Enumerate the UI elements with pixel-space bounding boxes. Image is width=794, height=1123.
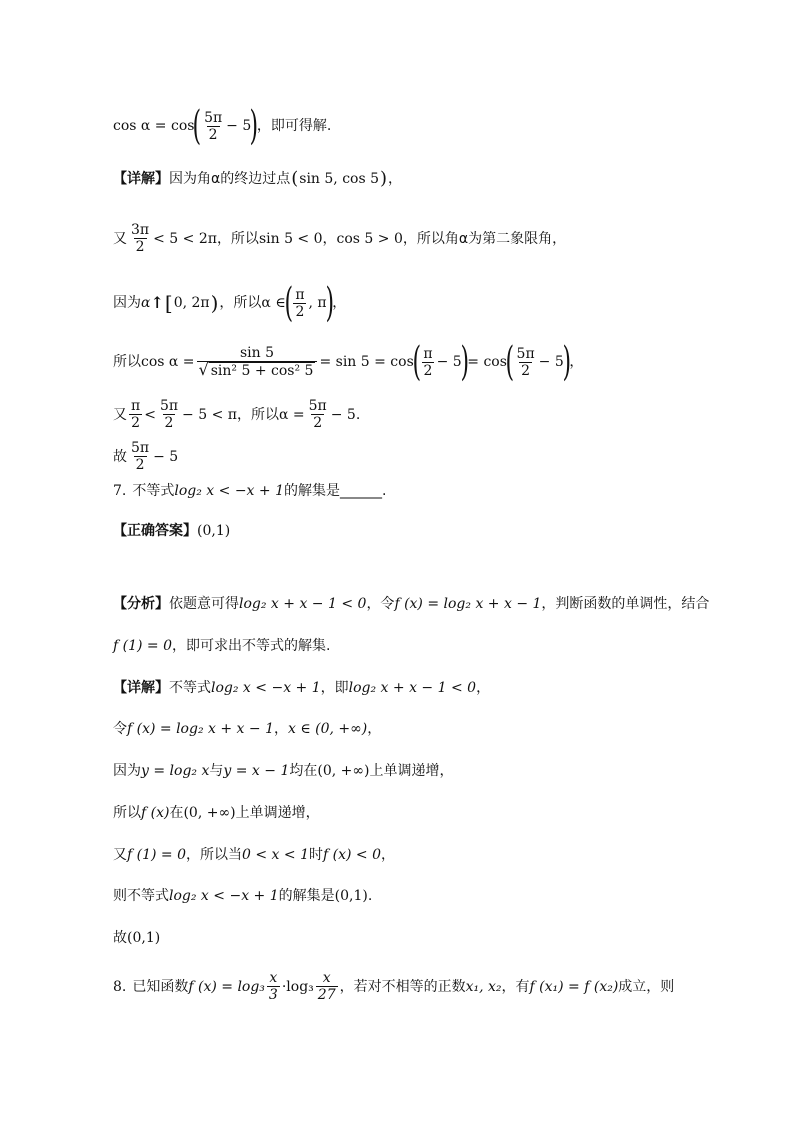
fraction-denominator: 2 <box>313 415 323 431</box>
math-m1: f (x) <box>141 805 170 821</box>
math-interval: 0, 2π <box>173 295 210 311</box>
solution-line-7 <box>113 440 178 473</box>
correct-answer-line <box>113 522 230 540</box>
text-t1: 令 <box>113 721 127 737</box>
text-period: . <box>367 888 373 904</box>
math-sin5: sin 5 < 0 <box>258 230 323 247</box>
math-m1: f (1) = 0 <box>127 847 187 863</box>
math-m3: f (x) < 0 <box>323 847 381 863</box>
math-mid: − 5 < π <box>182 406 237 423</box>
fraction-numerator: sin 5 <box>239 345 275 361</box>
solution-line-5 <box>113 339 584 385</box>
solution-line-6 <box>113 398 360 431</box>
text-t1: 因为 <box>113 763 141 779</box>
detail-line-7 <box>113 929 160 947</box>
fraction-denominator: 2 <box>135 239 145 255</box>
arrow-symbol: ↑ <box>150 293 164 312</box>
paren-right: ) <box>380 168 388 189</box>
math-minus-5: − 5 <box>330 406 356 423</box>
detail-line-1 <box>113 679 490 697</box>
math-answer: (0,1) <box>197 523 231 539</box>
text-you: 又 <box>113 230 127 247</box>
text-t2: ，即 <box>320 680 349 696</box>
paren-left: ( <box>291 168 299 189</box>
text-t2: 的解集是______. <box>283 483 387 499</box>
math-alpha-eq: α = <box>278 406 305 423</box>
fraction-x-3 <box>267 970 280 1003</box>
problem-number: 8. <box>113 978 127 995</box>
detail-line-5 <box>113 846 395 864</box>
math-m2: (0, +∞) <box>183 805 236 821</box>
fraction-denominator: 2 <box>208 126 218 143</box>
fraction-numerator: π <box>131 398 141 414</box>
text-conclusion: ，即可得解. <box>256 118 332 134</box>
sqrt-expression <box>199 362 316 379</box>
paren-right: ) <box>562 339 571 385</box>
text-gu: 故 <box>113 930 127 946</box>
text-t1: 又 <box>113 847 127 863</box>
text-period: . <box>355 406 361 423</box>
solution-line-1 <box>113 103 332 149</box>
math-minus-5: − 5 <box>153 448 179 465</box>
problem-8-statement <box>113 970 674 1003</box>
text-t2: ， <box>273 721 288 737</box>
text-t1: 因为 <box>113 295 141 311</box>
text-t3: ， <box>367 721 382 737</box>
math-m2: f (x) = log₂ x + x − 1 <box>394 596 542 612</box>
fraction-denominator <box>197 361 318 379</box>
text-punct: ， <box>332 295 347 311</box>
bracket-left: [ <box>164 291 173 315</box>
math-m2: (0,1) <box>334 888 368 904</box>
fraction-pi-2 <box>293 287 306 320</box>
problem-7-statement <box>113 482 386 500</box>
text-punct: ， <box>569 354 584 370</box>
math-m2: x ∈ (0, +∞) <box>287 721 368 737</box>
text-t1: 所以 <box>113 805 141 821</box>
fraction-5pi-2 <box>515 346 537 379</box>
math-m2: x₁, x₂ <box>465 978 502 995</box>
fraction-numerator: 5π <box>159 398 179 414</box>
fraction-5pi-2 <box>307 398 329 431</box>
paren-left: ( <box>284 280 293 326</box>
fraction-numerator: x <box>322 970 331 986</box>
math-m2: log₂ x + x − 1 < 0 <box>348 680 477 696</box>
fraction-numerator: π <box>295 286 305 303</box>
fraction-denominator: 27 <box>317 987 336 1003</box>
detail-line-4 <box>113 804 320 822</box>
math-alpha-in: α ∈ <box>261 295 286 311</box>
text-t3: ， <box>476 680 491 696</box>
solution-line-3 <box>113 222 566 255</box>
text-gu: 故 <box>113 448 127 465</box>
text-t2: ，所以 <box>219 295 262 311</box>
math-eq-sin5-cos: = sin 5 = cos <box>319 354 414 370</box>
math-eq-cos: = cos <box>467 354 507 370</box>
math-m3: f (x₁) = f (x₂) <box>529 978 619 995</box>
paren-right: ) <box>325 280 334 326</box>
text-t2: ， <box>322 230 337 247</box>
text-t3: 时 <box>309 847 323 863</box>
fraction-numerator: 5π <box>308 398 327 414</box>
radical-sign: √ <box>198 360 209 379</box>
section-tag-analysis: 【分析】 <box>113 596 169 612</box>
math-minus-5: − 5 <box>436 354 462 370</box>
math-m1: f (1) = 0 <box>113 638 173 654</box>
math-cos-alpha: cos α = <box>141 354 195 370</box>
text-t1: ，所以 <box>236 406 279 423</box>
math-answer: (0,1) <box>127 930 161 946</box>
fraction-denominator: 2 <box>164 415 174 431</box>
text-t1: ，即可求出不等式的解集. <box>172 638 331 654</box>
text-t2: ，若对不相等的正数 <box>339 978 466 995</box>
text-t1: 不等式 <box>132 483 175 499</box>
text-t4: 成立，则 <box>618 978 675 995</box>
fraction-x-27 <box>316 970 338 1003</box>
text-t2: ，令 <box>366 596 395 612</box>
math-m1: f (x) = log₂ x + x − 1 <box>127 721 274 737</box>
text-t3: ，判断函数的单调性，结合 <box>541 596 710 612</box>
text-t4: 上单调递增， <box>369 763 454 779</box>
math-inequality: < 5 < 2π <box>153 230 217 247</box>
fraction-denominator: 2 <box>135 457 145 473</box>
section-tag-detail: 【详解】 <box>113 171 169 187</box>
solution-line-2 <box>113 170 402 188</box>
analysis-line-2 <box>113 637 330 655</box>
fraction-numerator: π <box>423 345 433 362</box>
fraction-3pi-2 <box>129 222 151 255</box>
fraction-5pi-2 <box>129 440 151 473</box>
fraction-5pi-2 <box>202 110 224 143</box>
text-t2: 在 <box>169 805 184 821</box>
fraction-numerator: 5π <box>516 345 535 362</box>
math-cos-alpha: cos α = cos <box>113 118 195 134</box>
detail-line-6 <box>113 887 372 905</box>
text-t1: ，所以 <box>216 230 259 247</box>
text-punct: ， <box>388 171 403 187</box>
radicand: sin² 5 + cos² 5 <box>210 363 314 379</box>
math-dot-log: ·log₃ <box>281 978 314 995</box>
paren-left: ( <box>412 339 421 385</box>
text-t3: 均在 <box>289 763 318 779</box>
fraction-denominator: 2 <box>295 303 305 320</box>
math-m3: (0, +∞) <box>317 763 370 779</box>
paren-right: ) <box>249 103 259 149</box>
text-t3: ，有 <box>501 978 530 995</box>
math-m1: log₂ x + x − 1 < 0 <box>239 596 367 612</box>
text-you: 又 <box>113 406 127 423</box>
math-point: sin 5, cos 5 <box>299 171 380 187</box>
math-minus-5: − 5 <box>226 118 252 134</box>
fraction-denominator: 2 <box>131 415 141 431</box>
text-t1: 所以 <box>113 354 141 370</box>
fraction-denominator: 2 <box>521 362 531 379</box>
paren-left: ( <box>192 103 202 149</box>
section-tag-detail: 【详解】 <box>113 680 169 696</box>
text-t2: ，所以当 <box>186 847 243 863</box>
analysis-line-1 <box>113 595 709 613</box>
text-t1: 不等式 <box>169 680 211 696</box>
paren-right: ) <box>210 291 219 315</box>
math-m1: y = log₂ x <box>141 763 210 779</box>
paren-left: ( <box>505 339 515 385</box>
fraction-numerator: x <box>269 970 278 986</box>
math-m2: 0 < x < 1 <box>242 847 309 863</box>
math-alpha: α <box>141 295 151 311</box>
math-m1: f (x) = log₃ <box>188 978 265 995</box>
fraction-numerator: 3π <box>131 222 150 238</box>
fraction-denominator: 3 <box>268 987 278 1003</box>
detail-line-3 <box>113 762 453 780</box>
problem-number: 7. <box>113 483 127 499</box>
solution-line-4 <box>113 280 347 326</box>
text-t1: 则不等式 <box>113 888 169 904</box>
text-t3: ，所以角α为第二象限角， <box>402 230 567 247</box>
fraction-denominator: 2 <box>423 362 433 379</box>
fraction-numerator: 5π <box>131 440 150 456</box>
fraction-sin5-sqrt <box>197 345 318 379</box>
fraction-pi-2 <box>421 346 434 379</box>
math-m1: log₂ x < −x + 1 <box>211 680 321 696</box>
math-inequality: log₂ x < −x + 1 <box>174 483 284 499</box>
math-minus-5: − 5 <box>538 354 564 370</box>
text-t4: ， <box>381 847 395 863</box>
fraction-pi-2 <box>129 398 142 431</box>
math-lt: < <box>144 406 156 423</box>
text-t1: 已知函数 <box>132 978 189 995</box>
text-body: 因为角α的终边过点 <box>169 171 291 187</box>
text-t3: 上单调递增， <box>235 805 320 821</box>
text-t2: 与 <box>209 763 224 779</box>
fraction-5pi-2 <box>158 398 180 431</box>
paren-right: ) <box>460 339 469 385</box>
text-t2: 的解集是 <box>278 888 335 904</box>
text-t1: 依题意可得 <box>169 596 239 612</box>
math-pi: , π <box>308 295 327 311</box>
section-tag-answer: 【正确答案】 <box>113 523 197 539</box>
math-cos5: cos 5 > 0 <box>336 230 403 247</box>
math-m2: y = x − 1 <box>223 763 290 779</box>
detail-line-2 <box>113 720 381 738</box>
math-m1: log₂ x < −x + 1 <box>169 888 279 904</box>
fraction-numerator: 5π <box>204 109 223 126</box>
